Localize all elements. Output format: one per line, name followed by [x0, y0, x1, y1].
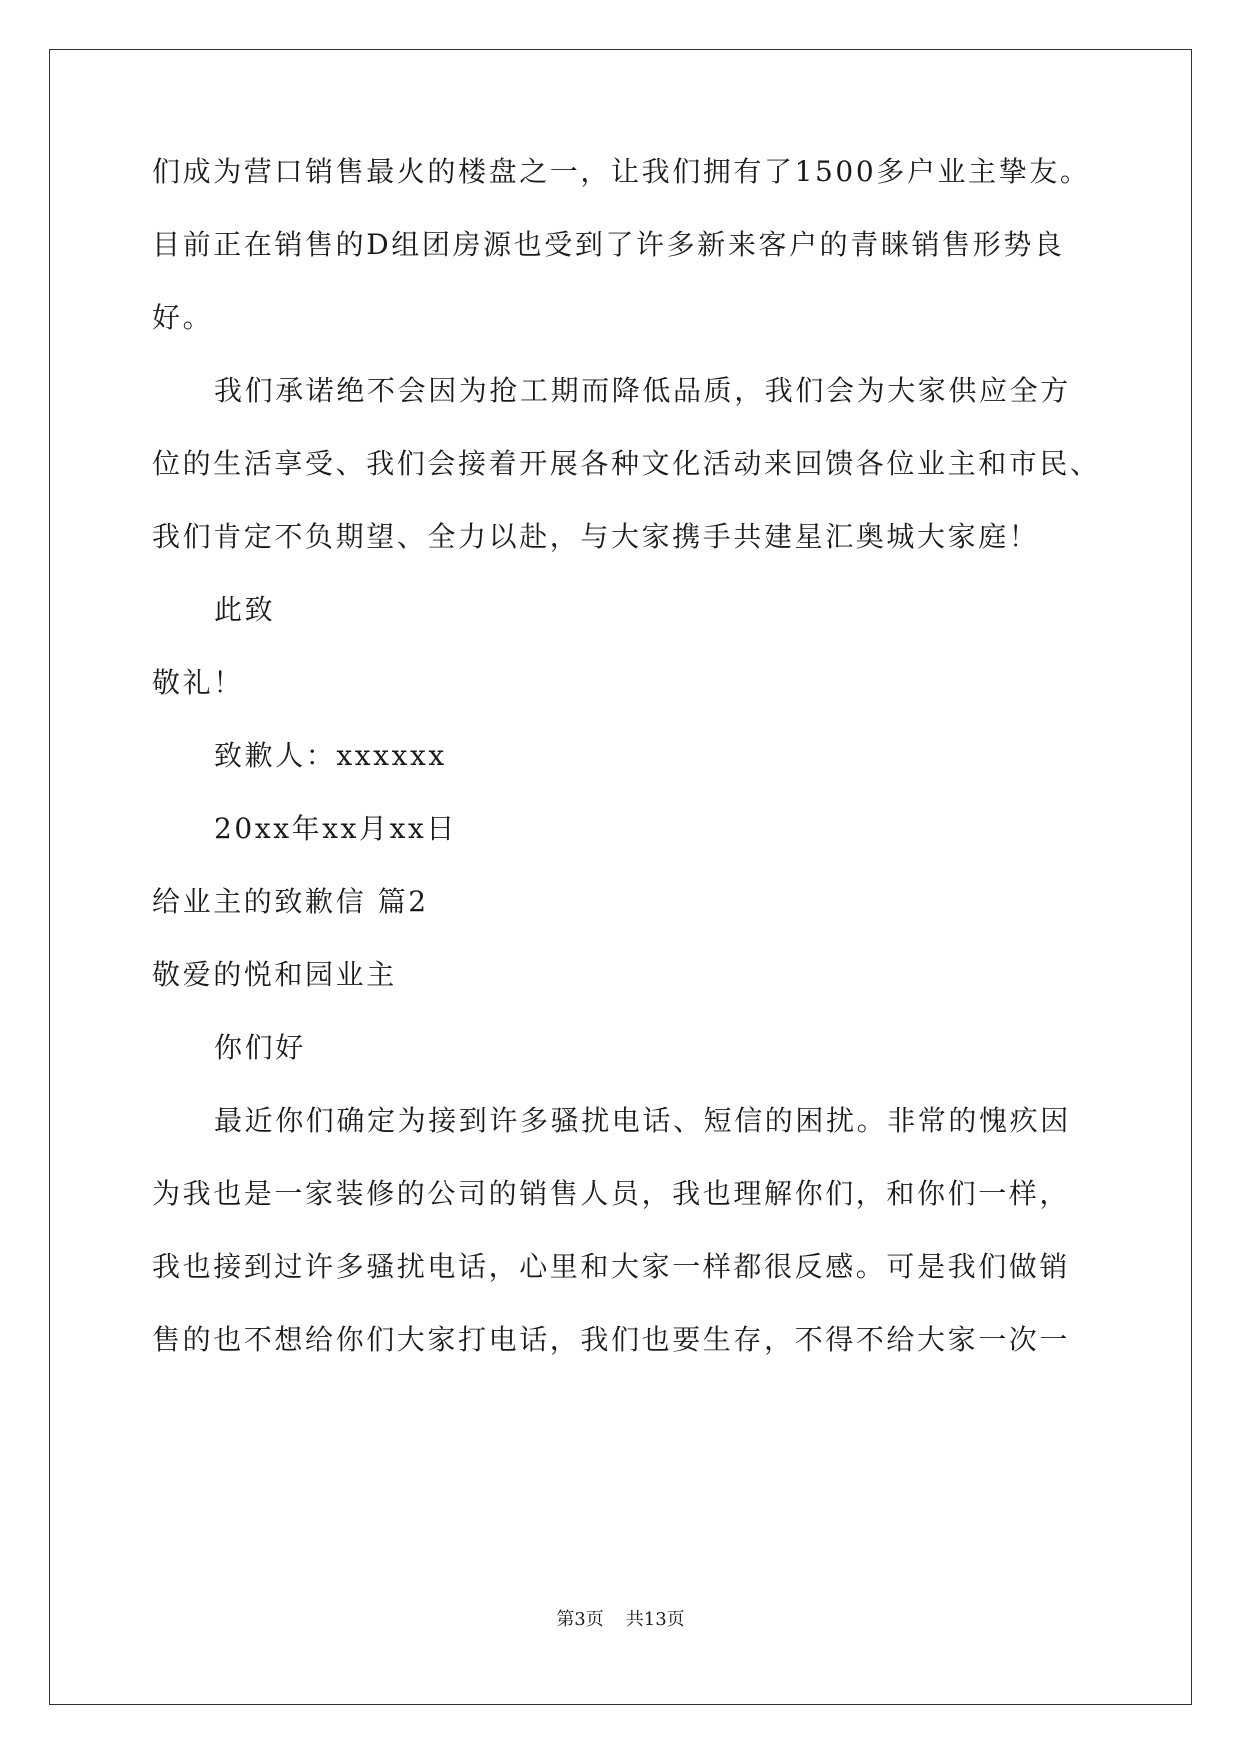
body-line-8: 为我也是一家装修的公司的销售人员，我也理解你们，和你们一样， — [152, 1177, 1071, 1210]
page-footer — [0, 1608, 1241, 1632]
body-line-3: 好。 — [152, 301, 214, 334]
page-number: 第3页 — [556, 1609, 604, 1630]
signature-line: 致歉人：xxxxxx — [214, 739, 447, 772]
body-line-2: 目前正在销售的D组团房源也受到了许多新来客户的青睐销售形势良 — [152, 228, 1065, 261]
body-line-1: 们成为营口销售最火的楼盘之一，让我们拥有了1500多户业主挚友。 — [152, 155, 1091, 188]
page-total: 共13页 — [625, 1609, 685, 1630]
body-line-7: 最近你们确定为接到许多骚扰电话、短信的困扰。非常的愧疚因 — [214, 1104, 1071, 1137]
letter-greeting: 敬爱的悦和园业主 — [152, 958, 397, 991]
closing-salutation: 此致 — [214, 593, 276, 626]
body-line-6: 我们肯定不负期望、全力以赴，与大家携手共建星汇奥城大家庭！ — [152, 520, 1040, 553]
body-line-9: 我也接到过许多骚扰电话，心里和大家一样都很反感。可是我们做销 — [152, 1250, 1071, 1283]
section-heading: 给业主的致歉信 篇2 — [152, 885, 429, 918]
letter-hello: 你们好 — [214, 1031, 306, 1064]
closing-regards: 敬礼！ — [152, 666, 244, 699]
body-line-10: 售的也不想给你们大家打电话，我们也要生存，不得不给大家一次一 — [152, 1323, 1071, 1356]
date-line: 20xx年xx月xx日 — [214, 812, 457, 845]
page-border — [49, 49, 1192, 1705]
body-line-4: 我们承诺绝不会因为抢工期而降低品质，我们会为大家供应全方 — [214, 374, 1071, 407]
body-line-5: 位的生活享受、我们会接着开展各种文化活动来回馈各位业主和市民、 — [152, 447, 1101, 480]
